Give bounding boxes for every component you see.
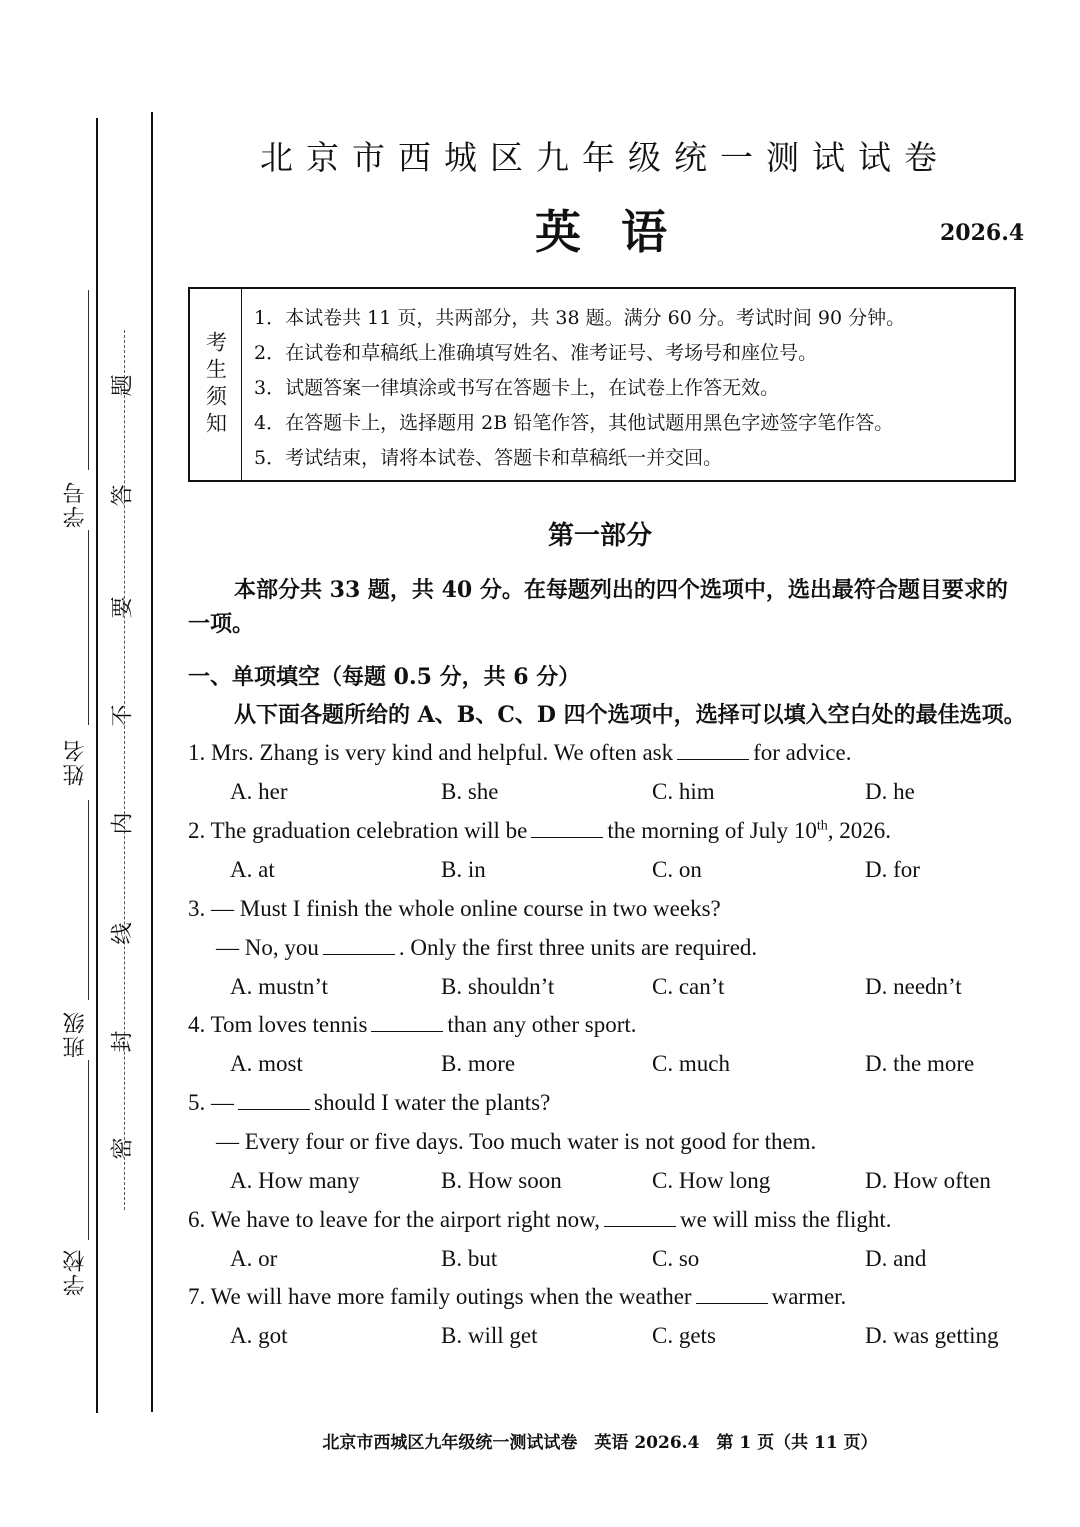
option-d: D. needn’t [865,974,962,999]
option-a: A. got [230,1323,288,1348]
section-heading: 一、单项填空（每题 0.5 分，共 6 分） [188,664,581,690]
notice-item: 3．试题答案一律填涂或书写在答题卡上，在试卷上作答无效。 [254,377,780,399]
id-fill-line[interactable] [88,290,89,470]
option-b: B. but [441,1246,498,1271]
stem-text: , 2026. [827,818,892,843]
stem-text: the morning of July 10 [607,818,817,843]
seal-char-8: 题 [110,374,136,397]
margin-line-left [96,118,98,1413]
notice-label: 考生须知 [203,330,228,439]
option-d: D. for [865,857,920,882]
option-a: A. most [230,1051,303,1076]
option-b: B. she [441,779,499,804]
stem-text: 5. — [188,1090,234,1115]
question-5-reply: — Every four or five days. Too much water is not good for them. [216,1129,817,1154]
stem-text: we will miss the flight. [680,1207,892,1232]
question-3-stem: 3. — Must I finish the whole online course in two weeks? [188,896,721,921]
option-b: B. shouldn’t [441,974,555,999]
seal-char-2: 封 [110,1030,136,1053]
question-4-stem [188,1012,637,1038]
notice-item: 4．在答题卡上，选择题用 2B 铅笔作答，其他试题用黑色字迹签字笔作答。 [254,412,894,434]
student-id-label: 学号 [63,480,88,528]
option-c: C. on [652,857,702,882]
notice-item: 2．在试卷和草稿纸上准确填写姓名、准考证号、考场号和座位号。 [254,342,818,364]
exam-date: 2026.4 [940,220,1025,246]
stem-text: 4. Tom loves tennis [188,1012,368,1037]
superscript: th [816,818,828,834]
question-1-stem [188,740,851,766]
seal-char-5: 不 [110,704,136,727]
seal-char-7: 答 [110,484,136,507]
option-d: D. he [865,779,915,804]
notice-label-cell [190,289,242,480]
school-fill-line[interactable] [88,1060,89,1240]
answer-blank [323,936,395,955]
option-b: B. more [441,1051,516,1076]
part-title: 第一部分 [547,521,652,551]
stem-text: than any other sport. [447,1012,637,1037]
stem-text: — No, you [216,935,319,960]
option-c: C. much [652,1051,730,1076]
seal-char-1: 密 [110,1137,136,1160]
part-intro: 本部分共 33 题，共 40 分。在每题列出的四个选项中，选出最符合题目要求的一项。 [188,577,1008,637]
notice-item: 5．考试结束，请将本试卷、答题卡和草稿纸一并交回。 [254,447,723,469]
question-2-stem [188,818,891,844]
notice-box [188,287,1016,482]
option-d: D. and [865,1246,927,1271]
option-c: C. How long [652,1168,771,1193]
seal-char-6: 要 [110,596,136,619]
class-fill-line[interactable] [88,800,89,1000]
option-a: A. mustn’t [230,974,328,999]
answer-blank [696,1285,768,1304]
option-c: C. can’t [652,974,725,999]
stem-text: warmer. [771,1284,847,1309]
exam-title: 北京市西城区九年级统一测试试卷 [260,138,950,177]
option-a: A. or [230,1246,278,1271]
school-label: 学校 [63,1248,88,1296]
answer-blank [604,1208,676,1227]
class-label: 班级 [63,1010,88,1058]
answer-blank [371,1013,443,1032]
seal-char-3: 线 [110,922,136,945]
question-7-stem [188,1284,846,1310]
answer-blank [238,1091,310,1110]
subject-title: 英语 [535,205,707,259]
option-d: D. How often [865,1168,991,1193]
stem-text: . Only the first three units are required. [398,935,758,960]
option-c: C. so [652,1246,700,1271]
stem-text: 6. We have to leave for the airport right now, [188,1207,601,1232]
name-fill-line[interactable] [88,530,89,725]
margin-line-right [151,112,153,1412]
question-6-stem [188,1207,891,1233]
option-c: C. gets [652,1323,716,1348]
option-a: A. How many [230,1168,360,1193]
question-3-reply [216,935,757,961]
name-label: 姓名 [63,738,88,786]
answer-blank [677,741,749,760]
question-5-stem [188,1090,550,1116]
option-d: D. the more [865,1051,975,1076]
option-b: B. How soon [441,1168,562,1193]
page-footer: 北京市西城区九年级统一测试试卷 英语 2026.4 第 1 页（共 11 页） [322,1433,878,1453]
option-b: B. in [441,857,486,882]
seal-dashed-line [124,330,125,1210]
section-instruction: 从下面各题所给的 A、B、C、D 四个选项中，选择可以填入空白处的最佳选项。 [234,702,1026,728]
answer-blank [531,819,603,838]
option-a: A. her [230,779,288,804]
option-b: B. will get [441,1323,538,1348]
notice-list [254,301,905,476]
stem-text: for advice. [753,740,852,765]
option-d: D. was getting [865,1323,999,1348]
stem-text: should I water the plants? [314,1090,551,1115]
stem-text: 1. Mrs. Zhang is very kind and helpful. We often ask [188,740,674,765]
stem-text: 2. The graduation celebration will be [188,818,528,843]
seal-char-4: 内 [110,812,136,835]
stem-text: 7. We will have more family outings when the weather [188,1284,692,1309]
option-a: A. at [230,857,275,882]
notice-item: 1．本试卷共 11 页，共两部分，共 38 题。满分 60 分。考试时间 90 分钟。 [254,307,906,329]
option-c: C. him [652,779,715,804]
